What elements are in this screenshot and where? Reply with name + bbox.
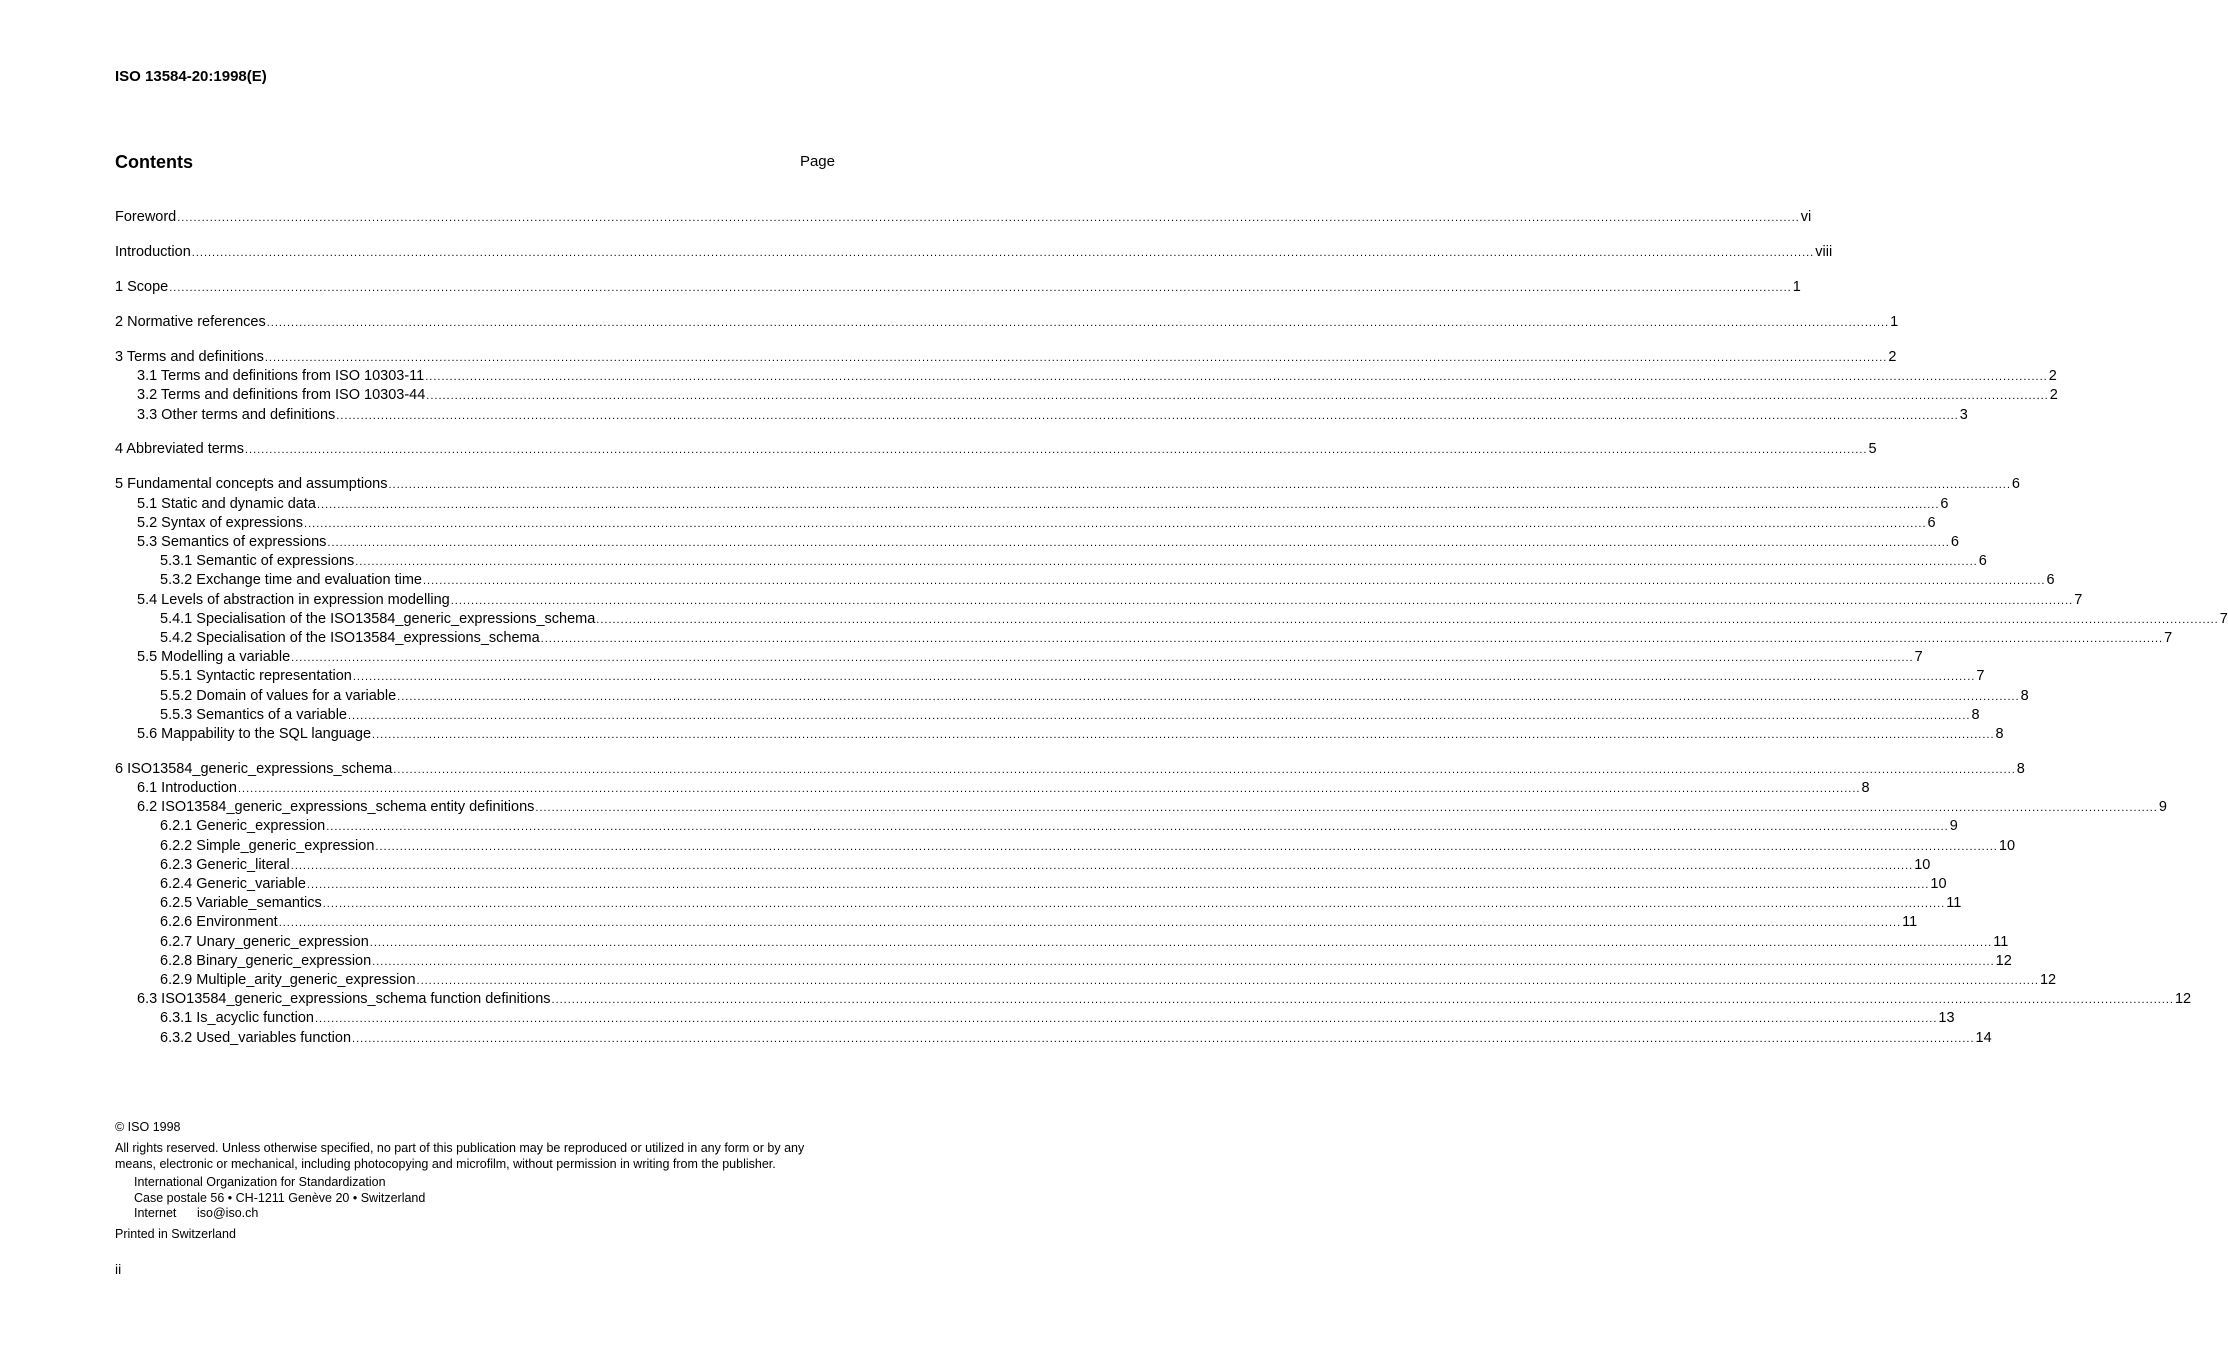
toc-entry-title: 6.3.1 Is_acyclic function bbox=[160, 1010, 314, 1027]
toc-entry-page: 8 bbox=[1995, 725, 2004, 742]
toc-entry-page: 10 bbox=[1930, 876, 1947, 893]
toc-entry-page: 9 bbox=[1949, 818, 1958, 835]
toc-entry[interactable] bbox=[115, 856, 1931, 875]
toc-entry-page: 6 bbox=[1940, 495, 1949, 512]
organization-name: International Organization for Standardization bbox=[134, 1175, 386, 1189]
toc-dot-leader: ................................................................................................................................................................................................................................................................................................................................................................................................................ bbox=[388, 479, 2011, 492]
toc-entry[interactable] bbox=[115, 629, 2173, 648]
toc-dot-leader: ................................................................................................................................................................................................................................................................................................................................................................................................................ bbox=[540, 632, 2164, 645]
toc-entry-page: 10 bbox=[1998, 837, 2016, 854]
toc-dot-leader: ................................................................................................................................................................................................................................................................................................................................................................................................................ bbox=[304, 517, 1927, 530]
toc-dot-leader: ................................................................................................................................................................................................................................................................................................................................................................................................................ bbox=[535, 802, 2158, 815]
toc-entry-page: 6 bbox=[2046, 572, 2055, 589]
toc-entry[interactable] bbox=[115, 533, 1959, 552]
document-identifier: ISO 13584-20:1998(E) bbox=[115, 68, 267, 85]
toc-entry[interactable] bbox=[115, 348, 1897, 367]
toc-entry-page: 6 bbox=[2011, 476, 2020, 493]
toc-entry-title: 6.1 Introduction bbox=[137, 780, 237, 797]
toc-entry-title: 3.2 Terms and definitions from ISO 10303-44 bbox=[137, 387, 426, 404]
toc-dot-leader: ................................................................................................................................................................................................................................................................................................................................................................................................................ bbox=[426, 390, 2049, 403]
toc-entry[interactable] bbox=[115, 913, 1918, 932]
toc-dot-leader: ................................................................................................................................................................................................................................................................................................................................................................................................................ bbox=[372, 728, 1995, 741]
toc-dot-leader: ................................................................................................................................................................................................................................................................................................................................................................................................................ bbox=[326, 821, 1949, 834]
toc-entry[interactable] bbox=[115, 648, 1923, 667]
toc-entry[interactable] bbox=[115, 894, 1962, 913]
toc-dot-leader: ................................................................................................................................................................................................................................................................................................................................................................................................................ bbox=[237, 783, 1861, 796]
toc-entry[interactable] bbox=[115, 1009, 1955, 1028]
toc-entry-title: 5.5.2 Domain of values for a variable bbox=[160, 687, 397, 704]
toc-entry-title: 6.2.8 Binary_generic_expression bbox=[160, 952, 372, 969]
toc-entry-page: 7 bbox=[2219, 610, 2228, 627]
toc-dot-leader: ................................................................................................................................................................................................................................................................................................................................................................................................................ bbox=[422, 575, 2046, 588]
rights-statement: All rights reserved. Unless otherwise specified, no part of this publication may be reproduced or utilized in any form or by any means, electronic or mechanical, including photocopying and microfilm, without permission in writing from the publisher. bbox=[115, 1141, 805, 1171]
toc-entry[interactable] bbox=[115, 571, 2055, 590]
toc-dot-leader: ................................................................................................................................................................................................................................................................................................................................................................................................................ bbox=[372, 955, 1995, 968]
toc-dot-leader: ................................................................................................................................................................................................................................................................................................................................................................................................................ bbox=[177, 212, 1800, 224]
toc-entry[interactable] bbox=[115, 610, 2228, 629]
toc-entry-title: 5.4.2 Specialisation of the ISO13584_expressions_schema bbox=[160, 629, 540, 646]
toc-entry-page: 12 bbox=[2174, 991, 2192, 1008]
toc-entry-page: 1 bbox=[1890, 313, 1899, 330]
toc-entry[interactable] bbox=[115, 933, 2009, 952]
toc-entry[interactable] bbox=[115, 514, 1936, 533]
toc-dot-leader: ................................................................................................................................................................................................................................................................................................................................................................................................................ bbox=[266, 316, 1890, 329]
toc-dot-leader: ................................................................................................................................................................................................................................................................................................................................................................................................................ bbox=[352, 671, 1976, 684]
toc-dot-leader: ................................................................................................................................................................................................................................................................................................................................................................................................................ bbox=[352, 1032, 1975, 1045]
toc-entry[interactable] bbox=[115, 760, 2025, 779]
toc-dot-leader: ................................................................................................................................................................................................................................................................................................................................................................................................................ bbox=[278, 917, 1902, 930]
internet-address: iso@iso.ch bbox=[197, 1206, 259, 1220]
toc-dot-leader: ................................................................................................................................................................................................................................................................................................................................................................................................................ bbox=[264, 351, 1888, 364]
toc-entry-page: 11 bbox=[1993, 933, 2009, 950]
toc-entry-title: 6.2.6 Environment bbox=[160, 914, 278, 931]
toc-entry-title: 3 Terms and definitions bbox=[115, 348, 264, 365]
toc-dot-leader: ................................................................................................................................................................................................................................................................................................................................................................................................................ bbox=[425, 371, 2048, 384]
toc-entry[interactable] bbox=[115, 725, 2004, 744]
toc-entry[interactable] bbox=[115, 475, 2020, 494]
toc-entry-title: Introduction bbox=[115, 243, 191, 260]
toc-entry-page: 2 bbox=[1888, 348, 1897, 365]
toc-entry[interactable] bbox=[115, 208, 1812, 227]
toc-entry[interactable] bbox=[115, 667, 1985, 686]
internet-line bbox=[134, 1206, 425, 1222]
postal-address: Case postale 56 • CH-1211 Genève 20 • Switzerland bbox=[134, 1190, 426, 1205]
toc-entry-page: 8 bbox=[2016, 760, 2025, 777]
toc-entry-title: 3.3 Other terms and definitions bbox=[137, 406, 336, 423]
toc-entry-page: 9 bbox=[2158, 799, 2167, 816]
toc-entry-title: 5.1 Static and dynamic data bbox=[137, 495, 316, 512]
toc-entry-title: 6.2.9 Multiple_arity_generic_expression bbox=[160, 971, 416, 988]
toc-entry-page: 7 bbox=[2164, 629, 2173, 646]
toc-entry-page: 1 bbox=[1792, 278, 1801, 295]
toc-entry-title: 5.6 Mappability to the SQL language bbox=[137, 725, 372, 742]
toc-entry-title: 6.2.4 Generic_variable bbox=[160, 876, 306, 893]
toc-dot-leader: ................................................................................................................................................................................................................................................................................................................................................................................................................ bbox=[327, 537, 1950, 550]
toc-entry-title: 6.2.7 Unary_generic_expression bbox=[160, 933, 369, 950]
toc-entry-title: 6.2 ISO13584_generic_expressions_schema entity definitions bbox=[137, 799, 535, 816]
toc-dot-leader: ................................................................................................................................................................................................................................................................................................................................................................................................................ bbox=[322, 898, 1946, 911]
toc-entry-page: 7 bbox=[1976, 668, 1985, 685]
toc-entry[interactable] bbox=[115, 313, 1899, 332]
toc-entry-page: 5 bbox=[1868, 441, 1877, 458]
copyright-notice: © ISO 1998 bbox=[115, 1120, 181, 1134]
toc-entry[interactable] bbox=[115, 243, 1833, 262]
toc-entry-title: 4 Abbreviated terms bbox=[115, 441, 244, 458]
toc-entry[interactable] bbox=[115, 278, 1801, 297]
toc-entry[interactable] bbox=[115, 990, 2192, 1009]
toc-entry-title: 6.3.2 Used_variables function bbox=[160, 1029, 352, 1046]
page-column-label: Page bbox=[799, 153, 835, 170]
toc-entry-page: 7 bbox=[1914, 649, 1923, 666]
toc-entry[interactable] bbox=[115, 798, 2167, 817]
publisher-address bbox=[134, 1175, 425, 1222]
toc-dot-leader: ................................................................................................................................................................................................................................................................................................................................................................................................................ bbox=[191, 246, 1815, 259]
toc-entry-page: 12 bbox=[2039, 971, 2057, 988]
toc-entry[interactable] bbox=[115, 687, 2029, 706]
toc-entry-title: 1 Scope bbox=[115, 278, 169, 295]
toc-entry-title: 6.2.1 Generic_expression bbox=[160, 818, 326, 835]
toc-entry[interactable] bbox=[115, 367, 2057, 386]
toc-entry-title: 6.2.2 Simple_generic_expression bbox=[160, 837, 375, 854]
table-of-contents bbox=[115, 208, 2228, 1048]
toc-entry[interactable] bbox=[115, 1029, 1992, 1048]
toc-dot-leader: ................................................................................................................................................................................................................................................................................................................................................................................................................ bbox=[316, 498, 1940, 511]
toc-entry-page: 6 bbox=[1950, 534, 1959, 551]
toc-dot-leader: ................................................................................................................................................................................................................................................................................................................................................................................................................ bbox=[596, 613, 2219, 626]
toc-entry[interactable] bbox=[115, 406, 1968, 425]
toc-entry-title: Foreword bbox=[115, 209, 177, 225]
toc-entry-page: 11 bbox=[1946, 895, 1962, 912]
toc-entry-title: 5.5.1 Syntactic representation bbox=[160, 668, 352, 685]
toc-dot-leader: ................................................................................................................................................................................................................................................................................................................................................................................................................ bbox=[244, 444, 1868, 457]
toc-dot-leader: ................................................................................................................................................................................................................................................................................................................................................................................................................ bbox=[291, 652, 1914, 665]
toc-entry[interactable] bbox=[115, 875, 1947, 894]
toc-dot-leader: ................................................................................................................................................................................................................................................................................................................................................................................................................ bbox=[169, 281, 1792, 294]
toc-entry-title: 5.3.1 Semantic of expressions bbox=[160, 553, 355, 570]
toc-entry-page: 8 bbox=[1971, 706, 1980, 723]
toc-entry-title: 5.4.1 Specialisation of the ISO13584_generic_expressions_schema bbox=[160, 610, 596, 627]
toc-dot-leader: ................................................................................................................................................................................................................................................................................................................................................................................................................ bbox=[314, 1013, 1938, 1026]
toc-entry-page: 6 bbox=[1978, 553, 1987, 570]
toc-entry-title: 6 ISO13584_generic_expressions_schema bbox=[115, 760, 393, 777]
toc-entry-title: 2 Normative references bbox=[115, 313, 266, 330]
toc-entry-page: 2 bbox=[2049, 387, 2058, 404]
toc-entry-page: 11 bbox=[1902, 914, 1918, 931]
toc-entry-page: 8 bbox=[2020, 687, 2029, 704]
toc-dot-leader: ................................................................................................................................................................................................................................................................................................................................................................................................................ bbox=[355, 556, 1978, 569]
toc-dot-leader: ................................................................................................................................................................................................................................................................................................................................................................................................................ bbox=[450, 594, 2074, 607]
toc-entry-title: 5 Fundamental concepts and assumptions bbox=[115, 476, 388, 493]
toc-entry-title: 6.2.3 Generic_literal bbox=[160, 856, 290, 873]
toc-dot-leader: ................................................................................................................................................................................................................................................................................................................................................................................................................ bbox=[393, 763, 2016, 776]
toc-dot-leader: ................................................................................................................................................................................................................................................................................................................................................................................................................ bbox=[306, 879, 1930, 892]
toc-dot-leader: ................................................................................................................................................................................................................................................................................................................................................................................................................ bbox=[397, 690, 2020, 703]
toc-entry-page: 6 bbox=[1927, 514, 1936, 531]
toc-entry-title: 3.1 Terms and definitions from ISO 10303-11 bbox=[137, 368, 425, 385]
toc-dot-leader: ................................................................................................................................................................................................................................................................................................................................................................................................................ bbox=[369, 936, 1993, 949]
internet-label: Internet bbox=[134, 1206, 177, 1220]
toc-entry[interactable] bbox=[115, 706, 1980, 725]
toc-entry-page: 13 bbox=[1938, 1010, 1955, 1027]
toc-entry-page: 3 bbox=[1959, 406, 1968, 423]
toc-entry-page: 14 bbox=[1975, 1029, 1992, 1046]
toc-entry-page: 7 bbox=[2074, 591, 2083, 608]
toc-entry[interactable] bbox=[115, 837, 2016, 856]
toc-entry-page: 2 bbox=[2048, 368, 2057, 385]
toc-entry-title: 5.5.3 Semantics of a variable bbox=[160, 706, 347, 723]
toc-entry[interactable] bbox=[115, 386, 2058, 405]
toc-entry-title: 5.3.2 Exchange time and evaluation time bbox=[160, 572, 422, 589]
toc-entry[interactable] bbox=[115, 495, 1949, 514]
toc-entry-page: 12 bbox=[1995, 952, 2012, 969]
printed-location: Printed in Switzerland bbox=[115, 1227, 236, 1241]
toc-entry[interactable] bbox=[115, 591, 2083, 610]
toc-entry-title: 5.3 Semantics of expressions bbox=[137, 534, 327, 551]
toc-dot-leader: ................................................................................................................................................................................................................................................................................................................................................................................................................ bbox=[551, 994, 2174, 1007]
toc-entry-title: 5.5 Modelling a variable bbox=[137, 649, 291, 666]
toc-dot-leader: ................................................................................................................................................................................................................................................................................................................................................................................................................ bbox=[290, 859, 1914, 872]
toc-entry-page: 10 bbox=[1914, 856, 1931, 873]
toc-entry[interactable] bbox=[115, 817, 1958, 836]
toc-entry-page: vi bbox=[1800, 209, 1812, 225]
toc-entry-page: 8 bbox=[1861, 780, 1870, 797]
toc-entry[interactable] bbox=[115, 440, 1877, 459]
toc-dot-leader: ................................................................................................................................................................................................................................................................................................................................................................................................................ bbox=[336, 409, 1959, 422]
toc-entry[interactable] bbox=[115, 779, 1870, 798]
toc-entry-title: 5.2 Syntax of expressions bbox=[137, 514, 304, 531]
toc-entry[interactable] bbox=[115, 971, 2057, 990]
page-number: ii bbox=[115, 1261, 122, 1277]
toc-dot-leader: ................................................................................................................................................................................................................................................................................................................................................................................................................ bbox=[416, 974, 2039, 987]
toc-dot-leader: ................................................................................................................................................................................................................................................................................................................................................................................................................ bbox=[348, 709, 1971, 722]
toc-dot-leader: ................................................................................................................................................................................................................................................................................................................................................................................................................ bbox=[375, 840, 1998, 853]
contents-heading: Contents bbox=[115, 152, 193, 172]
toc-entry-title: 6.3 ISO13584_generic_expressions_schema function definitions bbox=[137, 991, 551, 1008]
toc-entry-title: 6.2.5 Variable_semantics bbox=[160, 895, 322, 912]
toc-entry-page: viii bbox=[1815, 243, 1833, 260]
toc-entry[interactable] bbox=[115, 552, 1987, 571]
toc-entry-title: 5.4 Levels of abstraction in expression modelling bbox=[137, 591, 450, 608]
toc-entry[interactable] bbox=[115, 952, 2012, 971]
